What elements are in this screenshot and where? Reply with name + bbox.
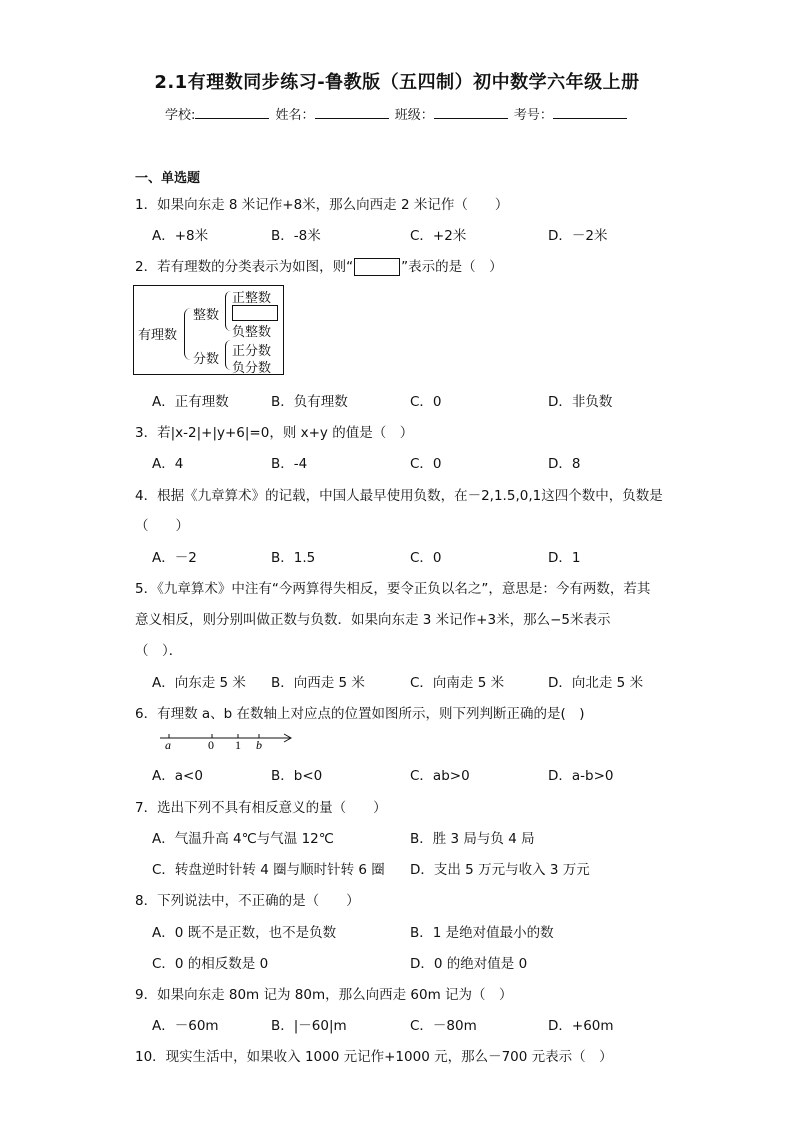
label-a: a	[165, 738, 171, 752]
question-8-stem: 8．下列说法中，不正确的是（ ）	[135, 893, 360, 909]
q7-option-c[interactable]: C．转盘逆时针转 4 圈与顺时针转 6 圈	[152, 862, 385, 878]
q3-option-a[interactable]: A．4	[152, 456, 184, 472]
q6-option-d[interactable]: D．a-b>0	[548, 768, 614, 784]
q5-option-b[interactable]: B．向西走 5 米	[271, 675, 365, 691]
q3-option-d[interactable]: D．8	[548, 456, 581, 472]
q2-option-d[interactable]: D．非负数	[548, 394, 613, 410]
question-6-stem: 6．有理数 a、b 在数轴上对应点的位置如图所示，则下列判断正确的是( )	[135, 706, 585, 722]
q4-option-b[interactable]: B．1.5	[271, 550, 316, 566]
q8-option-c[interactable]: C．0 的相反数是 0	[152, 956, 269, 972]
q5-option-a[interactable]: A．向东走 5 米	[152, 675, 246, 691]
q5-option-d[interactable]: D．向北走 5 米	[548, 675, 644, 691]
label-one: 1	[235, 738, 241, 752]
q7-option-b[interactable]: B．胜 3 局与负 4 局	[410, 831, 535, 847]
diagram-blank-box	[232, 305, 278, 321]
school-blank[interactable]	[195, 106, 269, 119]
question-9-stem: 9．如果向东走 80m 记为 80m，那么向西走 60m 记为（ ）	[135, 987, 513, 1003]
label-b: b	[256, 738, 262, 752]
integer-brace	[225, 291, 231, 331]
question-4-stem-line2: （ ）	[135, 518, 189, 534]
q2-option-b[interactable]: B．负有理数	[271, 394, 348, 410]
question-5-stem-line3: （ ）．	[135, 643, 183, 659]
diagram-neg-int: 负整数	[232, 325, 272, 340]
diagram-neg-frac: 负分数	[232, 361, 272, 376]
q7-option-a[interactable]: A．气温升高 4℃与气温 12℃	[152, 831, 334, 847]
name-label: 姓名：	[275, 108, 315, 123]
q1-option-b[interactable]: B．-8米	[271, 228, 321, 244]
q2-option-a[interactable]: A．正有理数	[152, 394, 229, 410]
q2-stem-before: 2．若有理数的分类表示为如图，则“	[135, 259, 354, 275]
question-5-stem-line2: 意义相反，则分别叫做正数与负数．如果向东走 3 米记作+3米，那么−5米表示	[135, 612, 611, 628]
question-2-stem	[135, 255, 503, 276]
diagram-pos-int: 正整数	[232, 291, 272, 306]
name-blank[interactable]	[315, 106, 389, 119]
question-3-stem: 3．若|x-2|+|y+6|=0，则 x+y 的值是（ ）	[135, 425, 414, 441]
q8-option-a[interactable]: A．0 既不是正数，也不是负数	[152, 925, 337, 941]
class-label: 班级：	[394, 108, 434, 123]
exam-no-blank[interactable]	[553, 106, 627, 119]
q9-option-a[interactable]: A．－60m	[152, 1018, 219, 1034]
question-10-stem: 10．现实生活中，如果收入 1000 元记作+1000 元，那么－700 元表示（ ）	[135, 1049, 613, 1065]
q1-option-c[interactable]: C．+2米	[410, 228, 467, 244]
q9-option-d[interactable]: D．+60m	[548, 1018, 614, 1034]
question-5-stem: 5．《九章算术》中注有“今两算得失相反，要令正负以名之”，意思是：今有两数，若其	[135, 581, 651, 597]
diagram-fractions: 分数	[193, 352, 220, 367]
q3-option-c[interactable]: C．0	[410, 456, 442, 472]
page-title: 2.1有理数同步练习-鲁教版（五四制）初中数学六年级上册	[154, 72, 640, 93]
q4-option-a[interactable]: A．－2	[152, 550, 197, 566]
diagram-root: 有理数	[138, 328, 178, 343]
q1-option-d[interactable]: D．－2米	[548, 228, 608, 244]
question-4-stem: 4．根据《九章算术》的记载，中国人最早使用负数，在－2,1.5,0,1这四个数中，负数是	[135, 488, 663, 504]
rational-classification-diagram	[133, 285, 284, 375]
exam-no-label: 考号：	[513, 108, 553, 123]
q1-option-a[interactable]: A．+8米	[152, 228, 209, 244]
q9-option-c[interactable]: C．－80m	[410, 1018, 477, 1034]
number-line	[160, 728, 296, 752]
q3-option-b[interactable]: B．-4	[271, 456, 308, 472]
diagram-pos-frac: 正分数	[232, 344, 272, 359]
q8-option-b[interactable]: B．1 是绝对值最小的数	[410, 925, 554, 941]
fraction-brace	[225, 340, 231, 370]
q8-option-d[interactable]: D．0 的绝对值是 0	[410, 956, 528, 972]
q6-option-c[interactable]: C．ab>0	[410, 768, 470, 784]
q4-option-d[interactable]: D．1	[548, 550, 581, 566]
question-1-stem: 1．如果向东走 8 米记作+8米，那么向西走 2 米记作（ ）	[135, 197, 509, 213]
q7-option-d[interactable]: D．支出 5 万元与收入 3 万元	[410, 862, 590, 878]
diagram-integers: 整数	[193, 308, 220, 323]
q5-option-c[interactable]: C．向南走 5 米	[410, 675, 505, 691]
student-info-row	[165, 104, 629, 123]
label-zero: 0	[208, 738, 214, 752]
q6-option-a[interactable]: A．a<0	[152, 768, 203, 784]
question-7-stem: 7．选出下列不具有相反意义的量（ ）	[135, 800, 387, 816]
q9-option-b[interactable]: B．|－60|m	[271, 1018, 347, 1034]
q2-stem-after: ”表示的是（ ）	[401, 259, 503, 275]
q6-option-b[interactable]: B．b<0	[271, 768, 323, 784]
q2-inline-box	[354, 258, 400, 276]
class-blank[interactable]	[434, 106, 508, 119]
school-label: 学校:	[165, 108, 196, 123]
section-heading: 一、单选题	[135, 171, 201, 186]
outer-brace	[184, 308, 191, 360]
q4-option-c[interactable]: C．0	[410, 550, 442, 566]
q2-option-c[interactable]: C．0	[410, 394, 442, 410]
